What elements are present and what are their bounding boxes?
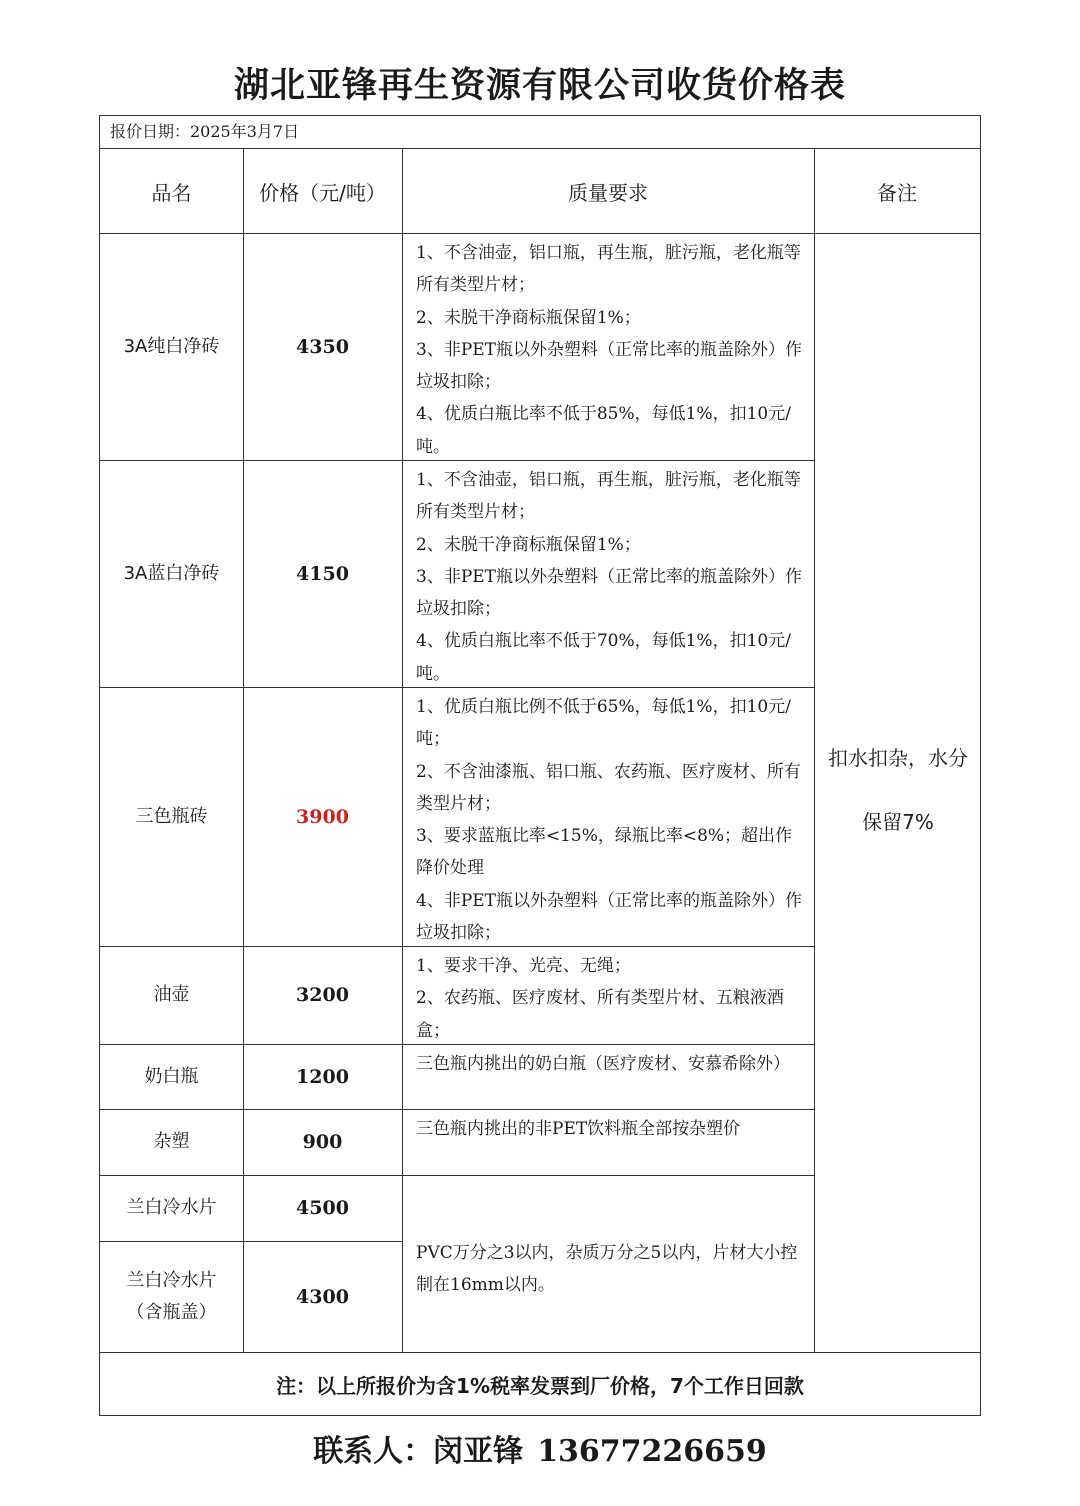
product-price: 4150 [296,562,349,585]
quality-line: 4、非PET瓶以外杂塑料（正常比率的瓶盖除外）作垃圾扣除； [416,890,803,944]
quality-line: 3、非PET瓶以外杂塑料（正常比率的瓶盖除外）作垃圾扣除； [416,566,803,620]
col-divider [814,149,815,1352]
product-price: 900 [302,1131,343,1153]
quality-line: 三色瓶内挑出的非PET饮料瓶全部按杂塑价 [416,1119,741,1139]
quality-requirements [402,460,814,690]
product-price: 1200 [296,1065,349,1088]
product-price: 4350 [296,335,349,358]
product-name: 3A纯白净砖 [123,335,220,357]
product-name: 油壶 [153,984,190,1005]
quality-line: 3、要求蓝瓶比率<15%，绿瓶比率<8%；超出作降价处理 [416,826,793,879]
quality-requirements [402,233,814,463]
header-name: 品名 [151,180,192,205]
quality-requirements [402,946,814,1047]
quality-line: 4、优质白瓶比率不低于85%，每低1%，扣10元/吨。 [416,404,791,457]
shared-quality-requirement [402,1233,814,1302]
quality-requirements [402,687,814,949]
quality-line: 三色瓶内挑出的奶白瓶（医疗废材、安慕希除外） [416,1054,790,1074]
product-price: 4500 [296,1197,349,1219]
quality-line: 1、要求干净、光亮、无绳； [416,956,631,976]
product-price: 3200 [296,984,349,1006]
product-name: 奶白瓶 [144,1065,199,1087]
contact-person: 联系人：闵亚锋 [313,1434,524,1469]
product-name [100,1241,243,1352]
product-name-line: （含瓶盖） [126,1301,217,1323]
page-title: 湖北亚锋再生资源有限公司收货价格表 [233,66,846,106]
quality-line: 2、不含油漆瓶、铝口瓶、农药瓶、医疗废材、所有类型片材； [416,761,801,814]
contact-info [0,1426,1080,1470]
header-price: 价格（元/吨） [259,180,386,205]
product-name: 杂塑 [153,1131,190,1152]
quality-line: 1、优质白瓶比例不低于65%，每低1%，扣10元/吨； [416,697,791,750]
quote-date: 报价日期：2025年3月7日 [100,116,980,149]
quality-line: 2、未脱干净商标瓶保留1%； [416,307,641,328]
remark [816,742,980,838]
quality-line: 3、非PET瓶以外杂塑料（正常比率的瓶盖除外）作垃圾扣除； [416,339,803,393]
quality-requirements [402,1044,814,1080]
product-name: 3A蓝白净砖 [123,562,220,584]
product-name-line: 兰白冷水片 [126,1269,217,1291]
header-quality: 质量要求 [568,180,648,205]
quality-line: 1、不含油壶，铝口瓶，再生瓶，脏污瓶，老化瓶等所有类型片材； [416,470,801,523]
quality-line: 2、农药瓶、医疗废材、所有类型片材、五粮液酒盒； [416,988,784,1041]
remark-line: 扣水扣杂，水分 [828,746,968,770]
quality-requirements [402,1109,814,1145]
price-table [99,115,981,1416]
contact-phone: 13677226659 [537,1434,767,1469]
quality-line: 2、未脱干净商标瓶保留1%； [416,534,641,555]
quality-line: 4、优质白瓶比率不低于70%，每低1%，扣10元/吨。 [416,631,791,684]
product-price: 4300 [296,1285,349,1308]
product-name: 三色瓶砖 [135,805,208,827]
header-remark: 备注 [877,180,917,205]
remark-line: 保留7% [862,810,934,834]
product-price: 3900 [296,805,349,828]
quality-line: 1、不含油壶，铝口瓶，再生瓶，脏污瓶，老化瓶等所有类型片材； [416,243,801,296]
footer-note: 注：以上所报价为含1%税率发票到厂价格，7个工作日回款 [276,1373,804,1398]
product-name: 兰白冷水片 [126,1197,217,1218]
quality-line: PVC万分之3以内，杂质万分之5以内，片材大小控制在16mm以内。 [416,1243,798,1296]
